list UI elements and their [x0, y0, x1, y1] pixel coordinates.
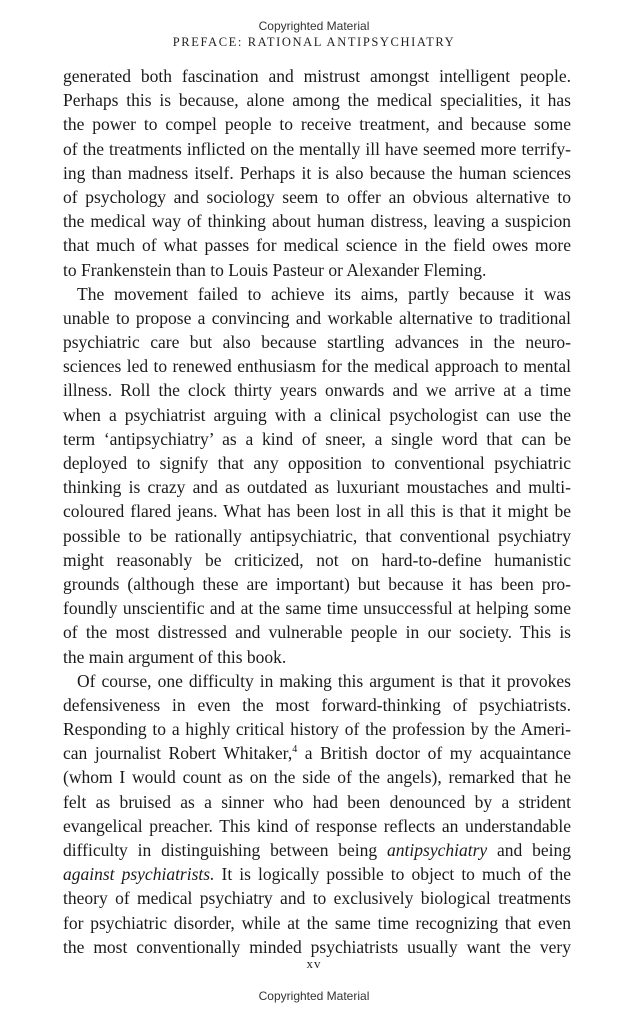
text-line: possible to be rationally antipsychiatric, that conventional psychiatry: [63, 525, 571, 546]
text-line: grounds (although these are important) but because it has been pro-: [63, 573, 571, 594]
copyright-notice-bottom: Copyrighted Material: [258, 989, 370, 1003]
text-line: to Frankenstein than to Louis Pasteur or Alexander Fleming.: [63, 259, 487, 280]
text-line: foundly unscientific and at the same time unsuccessful at helping some: [63, 598, 571, 619]
text-fragment: difficulty in distinguishing between being: [63, 840, 378, 860]
text-fragment: a British doctor of my acquaintance: [297, 743, 572, 764]
text-line: for psychiatric disorder, while at the same time recognizing that even: [63, 912, 571, 933]
text-line: The movement failed to achieve its aims, partly because it was: [77, 283, 571, 304]
text-line-with-emphasis: [63, 862, 571, 886]
text-line: psychiatric care but also because startling advances in the neuro-: [63, 332, 571, 353]
text-line: coloured flared jeans. What has been lost in all this is that it might be: [63, 501, 571, 522]
text-line: deployed to signify that any opposition to conventional psychiatric: [63, 453, 571, 473]
paragraph-1: [63, 64, 571, 282]
page-number: xv: [306, 956, 322, 971]
text-line: defensiveness in even the most forward-thinking of psychiatrists.: [63, 694, 571, 715]
text-line: (whom I would count as on the side of the angels), remarked that he: [63, 767, 571, 788]
text-line: ing than madness itself. Perhaps it is also because the human sciences: [63, 162, 571, 183]
paragraph-2: [63, 282, 571, 669]
text-line: Perhaps this is because, alone among the medical specialities, it has: [63, 90, 571, 111]
running-head: PREFACE: RATIONAL ANTIPSYCHIATRY: [172, 35, 456, 49]
text-line: unable to propose a convincing and workable alternative to traditional: [63, 307, 571, 328]
text-line: might reasonably be criticized, not on hard-to-define humanistic: [63, 549, 571, 570]
text-fragment: It is logically possible to object to much of the: [214, 864, 571, 885]
text-line: when a psychiatrist arguing with a clinical psychologist can use the: [63, 404, 571, 425]
text-line: generated both fascination and mistrust amongst intelligent people.: [63, 66, 571, 86]
text-line: thinking is crazy and as outdated as luxuriant moustaches and multi-: [63, 477, 571, 498]
text-fragment: and being: [487, 840, 571, 860]
text-line: the main argument of this book.: [63, 646, 287, 667]
text-line: felt as bruised as a sinner who had been denounced by a strident: [63, 791, 571, 812]
text-line: that much of what passes for medical science in the field owes more: [63, 235, 571, 256]
text-line: of psychology and sociology seem to offer an obvious alternative to: [63, 186, 571, 207]
text-line-with-emphasis: [63, 838, 571, 862]
text-line-with-footnote: [63, 741, 571, 765]
text-line: illness. Roll the clock thirty years onwards and we arrive at a time: [63, 380, 571, 401]
text-line: the medical way of thinking about human distress, leaving a suspicion: [63, 211, 571, 232]
footnote-marker[interactable]: 4: [292, 744, 298, 756]
copyright-notice-top: Copyrighted Material: [258, 19, 370, 33]
emphasis-text: antipsychiatry: [387, 840, 488, 860]
text-line: the power to compel people to receive treatment, and because some: [63, 114, 571, 135]
text-line: sciences led to renewed enthusiasm for the medical approach to mental: [63, 356, 571, 377]
text-line: of the treatments inflicted on the mentally ill have seemed more terrify-: [63, 138, 571, 159]
text-line: of the most distressed and vulnerable people in our society. This is: [63, 622, 571, 643]
text-line: the most conventionally minded psychiatrists usually want the very: [63, 936, 571, 957]
text-line: evangelical preacher. This kind of response reflects an understandable: [63, 815, 571, 836]
emphasis-text: against psychiatrists.: [63, 864, 215, 885]
text-fragment: can journalist Robert Whitaker,: [63, 743, 293, 764]
paragraph-3: [63, 669, 571, 959]
body-text: [63, 64, 571, 959]
text-line: Of course, one difficulty in making this argument is that it provokes: [77, 670, 571, 691]
text-line: Responding to a highly critical history of the profession by the Ameri-: [63, 719, 571, 740]
text-line: theory of medical psychiatry and to exclusively biological treatments: [63, 888, 571, 909]
text-line: term ‘antipsychiatry’ as a kind of sneer, a single word that can be: [63, 428, 571, 449]
